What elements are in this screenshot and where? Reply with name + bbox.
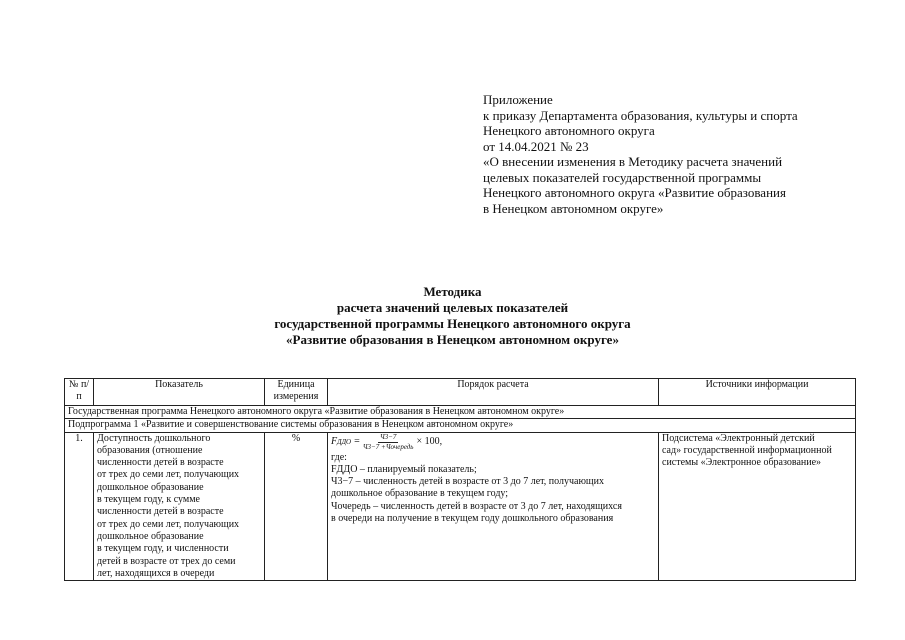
appendix-line: в Ненецком автономном округе»	[483, 200, 664, 216]
order-line: Ч3−7 – численность детей в возрасте от 3 до 7 лет, получающих	[331, 476, 604, 488]
header-sources: Источники информации	[659, 379, 856, 406]
appendix-header	[483, 92, 883, 216]
order-cell	[328, 432, 659, 581]
order-line: где:	[331, 451, 347, 463]
formula-numerator: Ч3−7	[379, 432, 397, 441]
title-line: расчета значений целевых показателей	[336, 300, 569, 315]
header-num: № п/п	[65, 379, 94, 406]
indicator-line: от трех до семи лет, получающих	[97, 469, 240, 481]
order-line: FДДО – планируемый показатель;	[331, 463, 477, 475]
indicator-line: Доступность дошкольного	[97, 432, 211, 444]
sources-cell	[659, 432, 856, 581]
indicator-line: дошкольное образование	[97, 530, 204, 542]
appendix-line: к приказу Департамента образования, культуры и спорта	[483, 107, 798, 123]
indicator-line: в текущем году, и численности	[97, 543, 229, 555]
indicator-cell	[94, 432, 265, 581]
subprogram-row	[65, 419, 856, 432]
indicator-line: численности детей в возрасте	[97, 457, 224, 469]
formula-equals: =	[354, 435, 360, 447]
row-number: 1.	[65, 432, 94, 581]
document-title	[0, 284, 905, 348]
indicator-line: детей в возрасте от трех до семи	[97, 555, 236, 567]
header-indicator: Показатель	[94, 379, 265, 406]
source-line: Подсистема «Электронный детский	[662, 432, 815, 444]
formula-tail: × 100,	[416, 435, 443, 447]
appendix-line: целевых показателей государственной программы	[483, 169, 762, 185]
program-title: Государственная программа Ненецкого автономного округа «Развитие образования в Ненецком автономном округе»	[65, 406, 856, 419]
formula-lhs-sub: ДДО	[337, 437, 352, 446]
table-row	[65, 432, 856, 581]
title-line: Методика	[423, 284, 482, 299]
order-line: Чочередь – численность детей в возрасте от 3 до 7 лет, находящихся	[331, 500, 622, 512]
order-line: в очереди на получение в текущем году дошкольного образования	[331, 513, 614, 525]
order-line: дошкольное образование в текущем году;	[331, 488, 509, 500]
subprogram-title: Подпрограмма 1 «Развитие и совершенствование системы образования в Ненецком автономном округе»	[65, 419, 856, 432]
formula-denominator: Ч3−7 +Чочередь	[362, 442, 414, 451]
indicator-line: образования (отношение	[97, 444, 203, 456]
formula-fraction	[363, 433, 414, 452]
appendix-line: «О внесении изменения в Методику расчета значений	[483, 154, 783, 169]
source-line: системы «Электронное образование»	[662, 457, 822, 469]
indicator-line: лет, находящихся в очереди	[97, 567, 215, 579]
indicator-line: дошкольное образование	[97, 481, 204, 493]
appendix-line: Приложение	[483, 92, 553, 107]
appendix-line: Ненецкого автономного округа	[483, 123, 655, 138]
indicator-line: численности детей в возрасте	[97, 506, 224, 518]
source-line: сад» государственной информационной	[662, 444, 832, 456]
methodology-table	[64, 378, 856, 581]
appendix-line: от 14.04.2021 № 23	[483, 138, 589, 154]
unit-cell: %	[265, 432, 328, 581]
indicator-line: в текущем году, к сумме	[97, 494, 200, 506]
title-line: «Развитие образования в Ненецком автономном округе»	[286, 332, 619, 347]
indicator-line: от трех до семи лет, получающих	[97, 518, 240, 530]
formula-lhs: F	[331, 435, 338, 447]
table-header-row	[65, 379, 856, 406]
header-unit: Единица измерения	[265, 379, 328, 406]
appendix-line: Ненецкого автономного округа «Развитие образования	[483, 185, 786, 200]
formula	[331, 433, 655, 452]
header-order: Порядок расчета	[328, 379, 659, 406]
program-row	[65, 406, 856, 419]
title-line: государственной программы Ненецкого автономного округа	[274, 316, 631, 331]
